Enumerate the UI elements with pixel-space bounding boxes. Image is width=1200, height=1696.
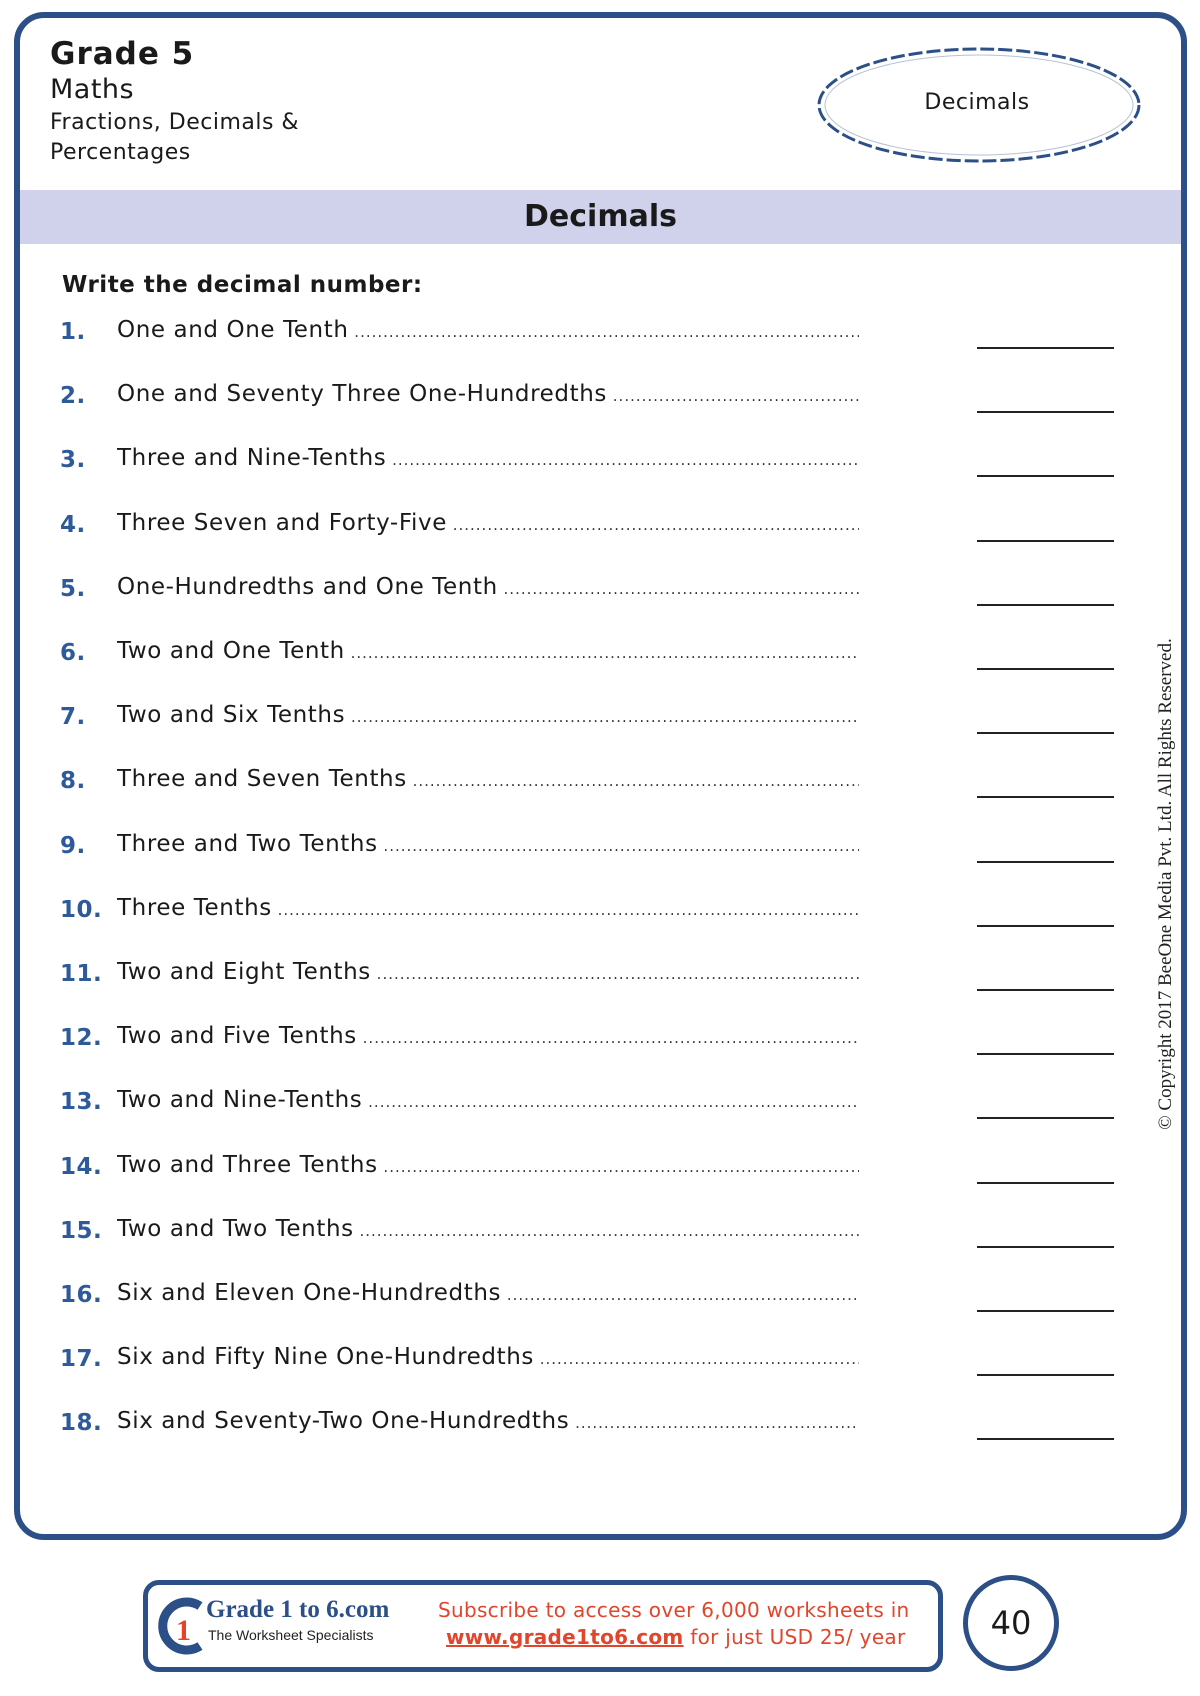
subject-heading: Maths — [50, 74, 135, 105]
question-number: 17. — [60, 1346, 103, 1373]
question-number: 13. — [60, 1089, 103, 1116]
question-text: Three and Seven Tenths ..... — [117, 762, 859, 796]
answer-blank[interactable] — [977, 668, 1114, 670]
question-number: 9. — [60, 832, 86, 859]
question-row — [0, 762, 1200, 802]
question-number: 1. — [60, 319, 86, 345]
question-text: Six and Eleven One-Hundredths ..... — [117, 1276, 859, 1310]
question-row — [0, 955, 1200, 995]
question-row — [0, 698, 1200, 738]
question-text: Two and Five Tenths ..... — [117, 1019, 859, 1053]
question-number: 7. — [60, 704, 86, 731]
question-number: 15. — [60, 1217, 103, 1244]
question-number: 3. — [60, 447, 86, 474]
question-text: Two and Three Tenths ..... — [117, 1148, 859, 1182]
question-text: One and One Tenth ..... — [117, 313, 859, 347]
answer-blank[interactable] — [977, 861, 1114, 863]
question-row — [0, 1340, 1200, 1380]
question-text: Two and One Tenth ..... — [117, 634, 859, 668]
answer-blank[interactable] — [977, 475, 1114, 477]
answer-blank[interactable] — [977, 989, 1114, 991]
question-row — [0, 506, 1200, 546]
promo-line-2 — [446, 1625, 906, 1649]
question-number: 10. — [60, 896, 103, 923]
question-row — [0, 634, 1200, 674]
answer-blank[interactable] — [977, 1117, 1114, 1119]
question-number: 8. — [60, 768, 86, 795]
question-text: Three and Two Tenths ..... — [117, 827, 859, 861]
question-row — [0, 1019, 1200, 1059]
question-text: Six and Seventy-Two One-Hundredths ..... — [117, 1404, 859, 1438]
answer-blank[interactable] — [977, 925, 1114, 927]
grade-heading: Grade 5 — [50, 36, 195, 72]
answer-blank[interactable] — [977, 1374, 1114, 1376]
question-text: Three and Nine-Tenths ..... — [117, 441, 859, 475]
question-text: One-Hundredths and One Tenth ..... — [117, 570, 859, 604]
promo-price: for just USD 25/ year — [683, 1625, 906, 1649]
question-text: Two and Nine-Tenths ..... — [117, 1083, 859, 1117]
logo-icon — [156, 1596, 212, 1660]
answer-blank[interactable] — [977, 1053, 1114, 1055]
topic-badge-label: Decimals — [924, 90, 1030, 115]
question-row — [0, 1212, 1200, 1252]
question-text: Two and Eight Tenths ..... — [117, 955, 859, 989]
logo-tagline: The Worksheet Specialists — [208, 1627, 374, 1643]
question-text: Three Tenths ..... — [117, 891, 859, 925]
question-number: 12. — [60, 1025, 103, 1052]
logo-name: Grade 1 to 6.com — [206, 1596, 390, 1623]
title-band — [20, 190, 1181, 244]
answer-blank[interactable] — [977, 1246, 1114, 1248]
question-number: 5. — [60, 575, 86, 602]
question-text: Three Seven and Forty-Five ..... — [117, 506, 859, 540]
question-number: 11. — [60, 961, 103, 987]
copyright-notice: © Copyright 2017 BeeOne Media Pvt. Ltd. All Rights Reserved. — [1155, 638, 1176, 1130]
answer-blank[interactable] — [977, 540, 1114, 542]
question-number: 4. — [60, 511, 86, 538]
question-row — [0, 1404, 1200, 1444]
question-number: 18. — [60, 1410, 103, 1437]
page-number: 40 — [963, 1575, 1059, 1671]
question-number: 2. — [60, 383, 86, 410]
answer-blank[interactable] — [977, 411, 1114, 413]
question-row — [0, 1148, 1200, 1188]
answer-blank[interactable] — [977, 1182, 1114, 1184]
question-row — [0, 891, 1200, 931]
question-row — [0, 313, 1200, 353]
question-text: Two and Six Tenths ..... — [117, 698, 859, 732]
question-text: Two and Two Tenths ..... — [117, 1212, 859, 1246]
question-number: 14. — [60, 1153, 103, 1180]
svg-text:1: 1 — [176, 1614, 191, 1647]
answer-blank[interactable] — [977, 796, 1114, 798]
question-row — [0, 827, 1200, 867]
question-text: Six and Fifty Nine One-Hundredths ..... — [117, 1340, 859, 1374]
answer-blank[interactable] — [977, 732, 1114, 734]
instruction-text: Write the decimal number: — [62, 272, 423, 298]
answer-blank[interactable] — [977, 1310, 1114, 1312]
promo-line-1: Subscribe to access over 6,000 worksheets in — [438, 1598, 910, 1622]
question-number: 16. — [60, 1282, 103, 1308]
question-row — [0, 377, 1200, 417]
answer-blank[interactable] — [977, 347, 1114, 349]
question-number: 6. — [60, 640, 86, 666]
promo-link[interactable]: www.grade1to6.com — [446, 1625, 684, 1649]
question-row — [0, 1276, 1200, 1316]
question-row — [0, 1083, 1200, 1123]
question-row — [0, 441, 1200, 481]
page-title: Decimals — [524, 199, 677, 234]
question-row — [0, 570, 1200, 610]
answer-blank[interactable] — [977, 604, 1114, 606]
topic-heading: Fractions, Decimals & Percentages — [50, 110, 300, 165]
question-text: One and Seventy Three One-Hundredths ..... — [117, 377, 859, 411]
answer-blank[interactable] — [977, 1438, 1114, 1440]
